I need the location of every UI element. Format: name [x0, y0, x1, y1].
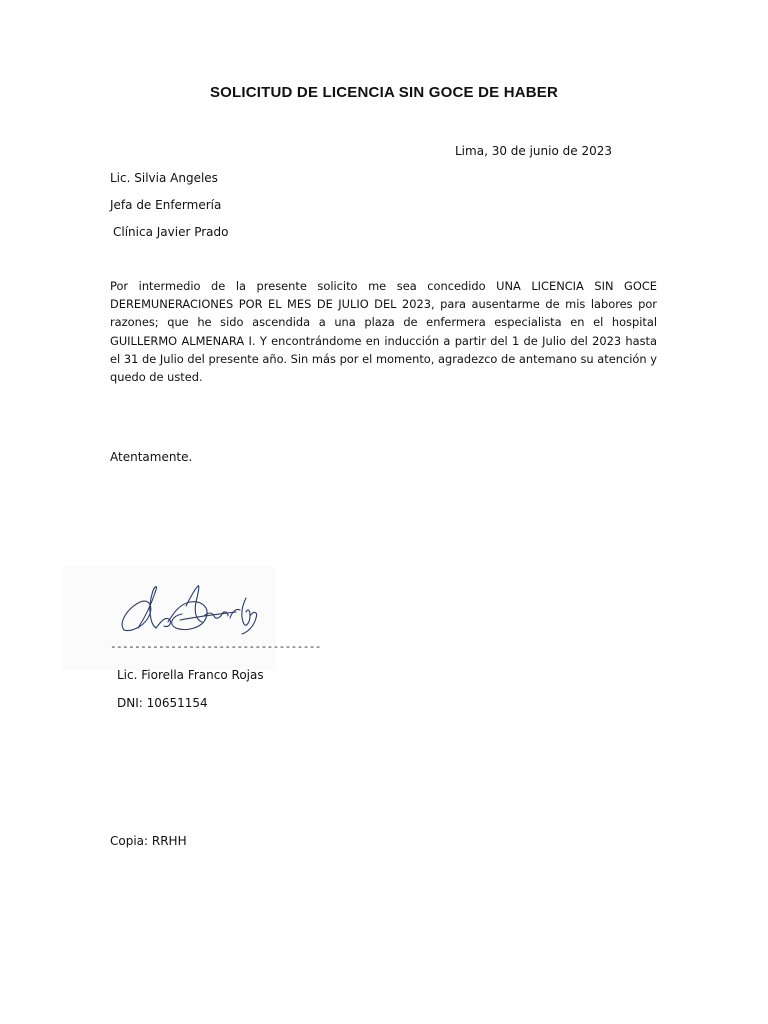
copy-recipient: Copia: RRHH [110, 834, 187, 848]
recipient-name: Lic. Silvia Angeles [110, 171, 218, 185]
recipient-position: Jefa de Enfermería [110, 198, 222, 212]
signature-image [62, 566, 276, 670]
document-title: SOLICITUD DE LICENCIA SIN GOCE DE HABER [209, 84, 559, 101]
handwritten-signature-icon [110, 572, 270, 642]
request-paragraph: Por intermedio de la presente solicito me sea concedido UNA LICENCIA SIN GOCE DEREMUNERACIONES POR EL MES DE JULIO DEL 2023, para ausentarme de mis labores por razones; que he sido ascendida a una plaza de enfermera especialista en el hospital GUILLERMO ALMENARA I. Y encontrándome en inducción a partir del 1 de Julio del 2023 hasta el 31 de Julio del presente año. Sin más por el momento, agradezco de antemano su atención y quedo de usted. [110, 279, 657, 385]
recipient-institution: Clínica Javier Prado [113, 225, 229, 239]
signer-name: Lic. Fiorella Franco Rojas [117, 668, 264, 682]
signer-dni: DNI: 10651154 [117, 696, 208, 710]
date-line: Lima, 30 de junio de 2023 [455, 144, 612, 158]
signature-line: ----------------------------------- [110, 640, 321, 653]
closing-salutation: Atentamente. [110, 450, 193, 464]
